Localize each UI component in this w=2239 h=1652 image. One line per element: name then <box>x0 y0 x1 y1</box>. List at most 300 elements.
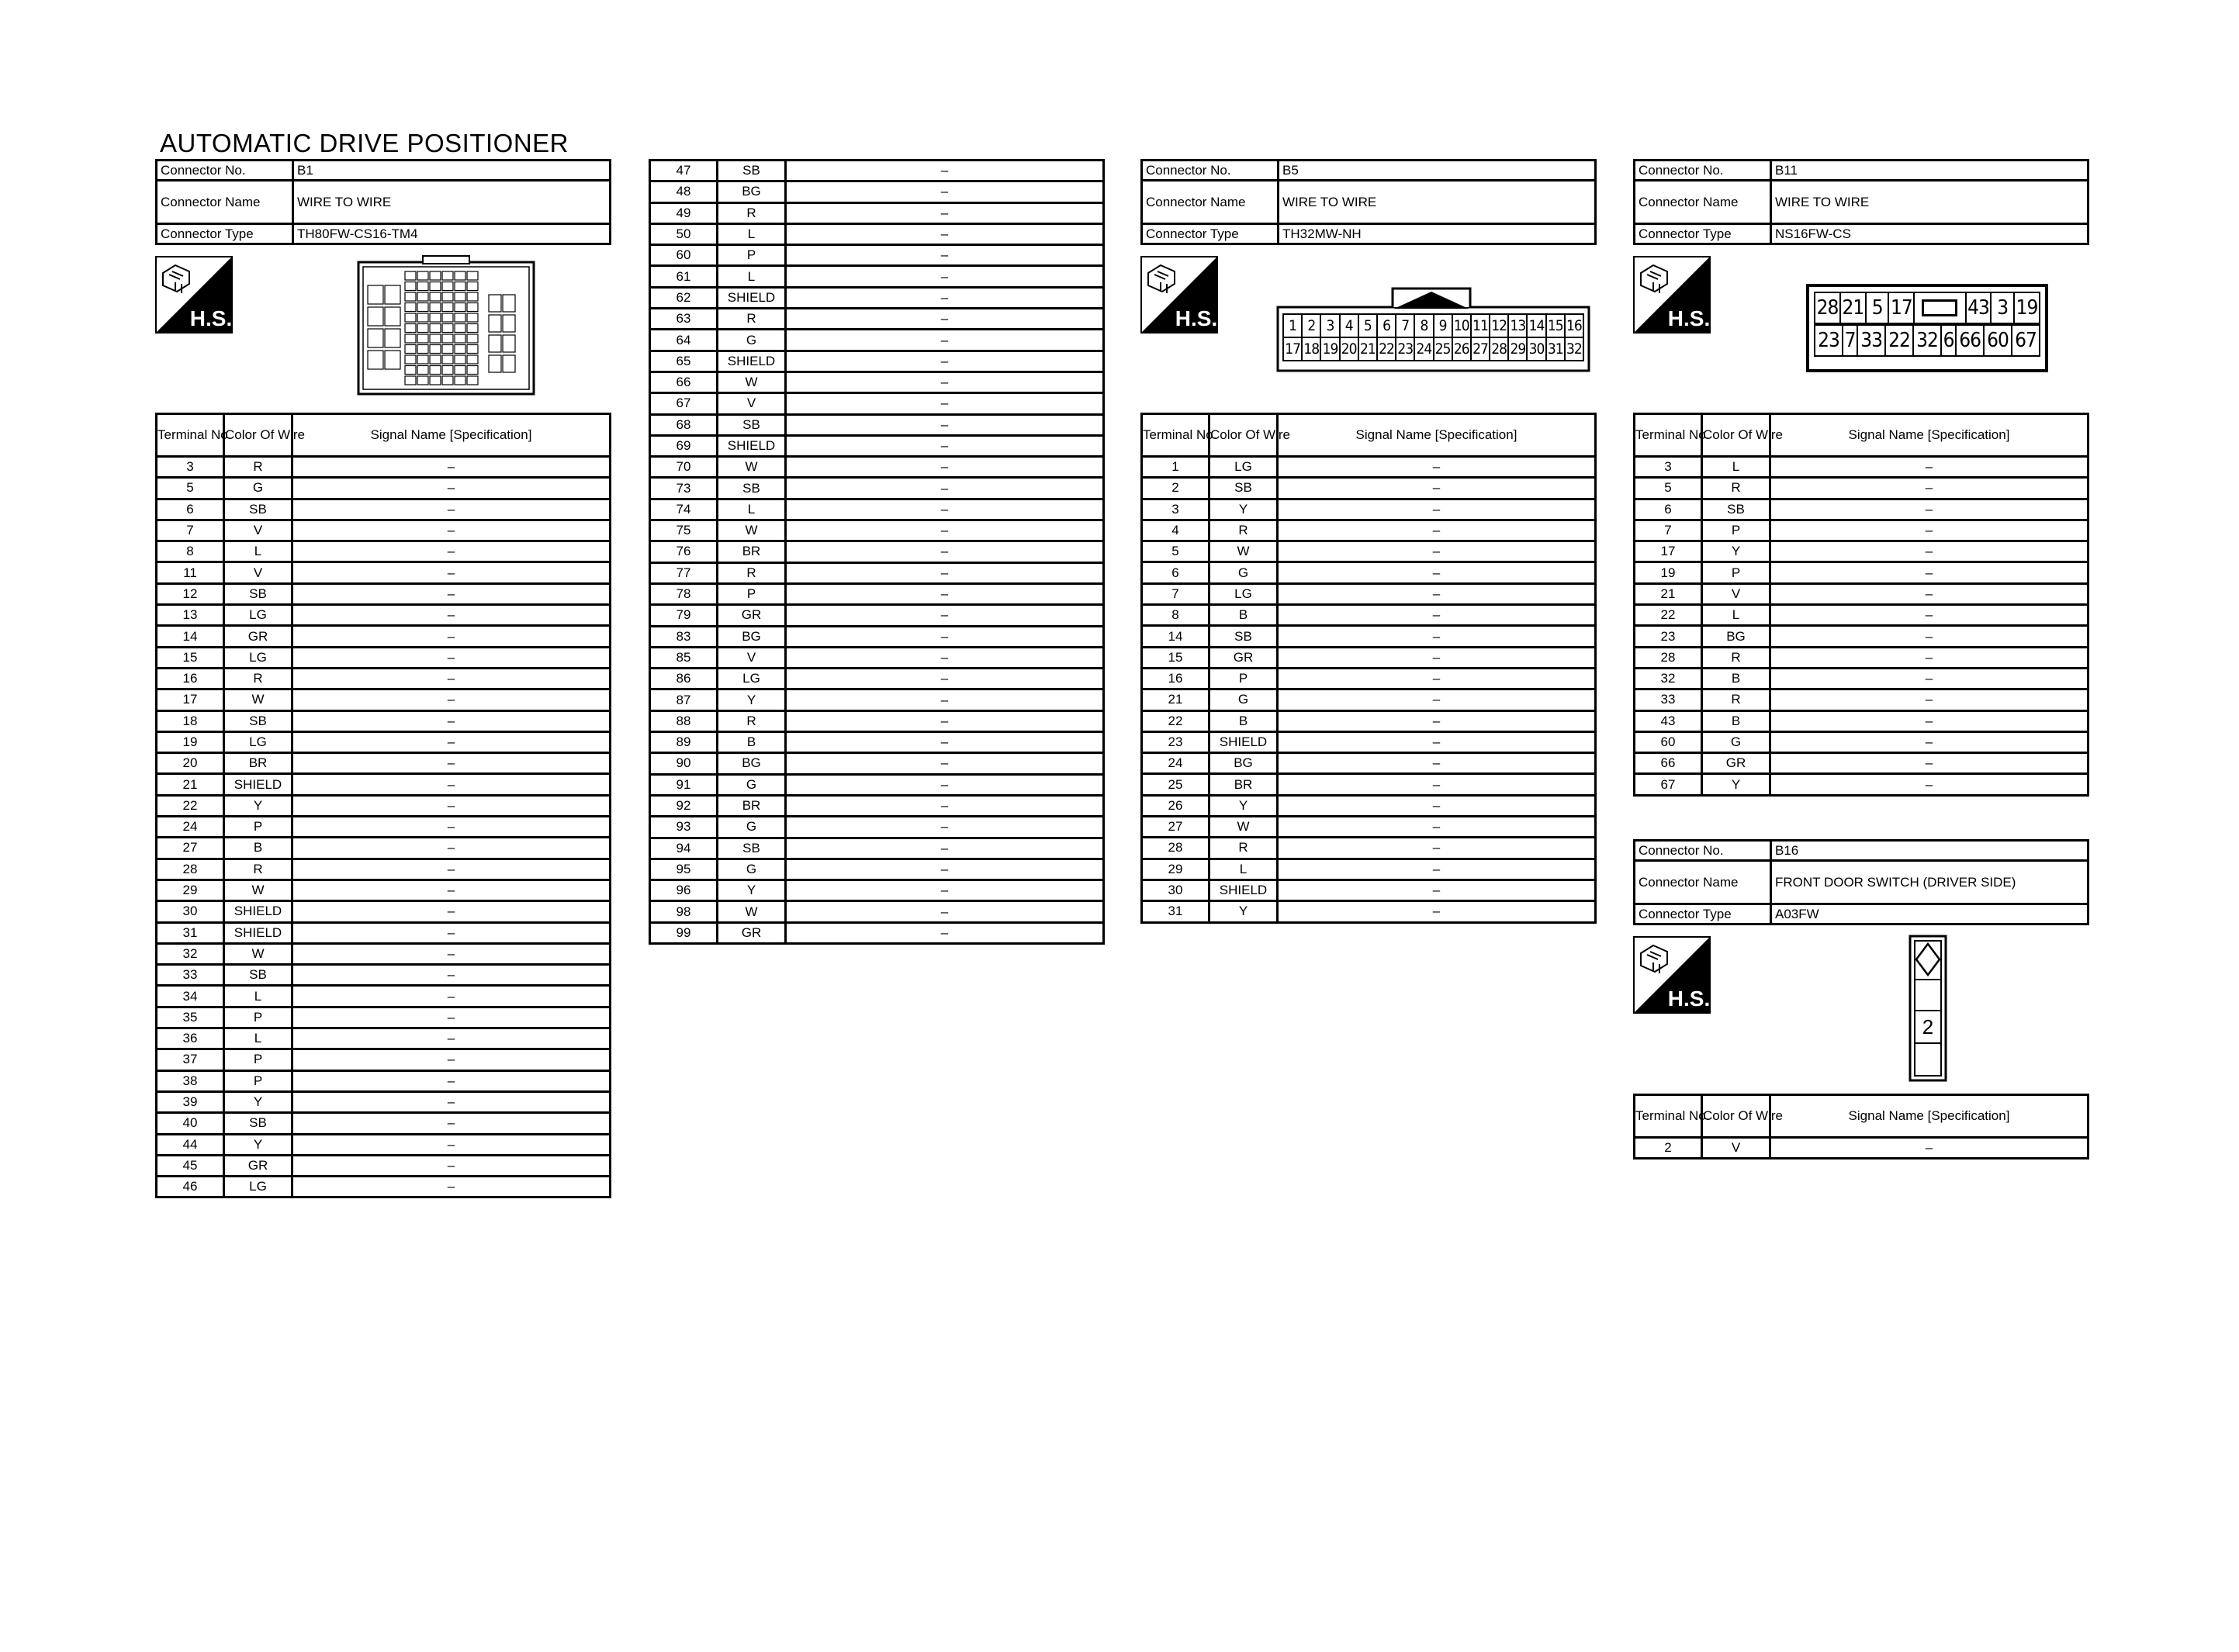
wire-color-cell: W <box>1209 541 1278 562</box>
wire-color-cell: SHIELD <box>224 901 292 922</box>
table-row <box>157 965 611 986</box>
wire-color-cell: Y <box>224 795 292 816</box>
table-row <box>1635 562 2088 583</box>
signal-name-cell: – <box>1278 689 1596 710</box>
wire-color-cell: G <box>718 817 786 838</box>
wire-color-cell: P <box>224 1049 292 1070</box>
table-row <box>650 202 1104 223</box>
table-row <box>650 583 1104 604</box>
wire-color-cell: SHIELD <box>718 351 786 372</box>
table-row <box>157 731 611 752</box>
pin-cell: 1 <box>1283 314 1302 337</box>
signal-name-cell: – <box>786 922 1104 943</box>
wire-color-cell: L <box>1702 605 1770 626</box>
table-row <box>650 817 1104 838</box>
table-row <box>650 541 1104 562</box>
wire-color-cell: G <box>1209 562 1278 583</box>
signal-name-cell: – <box>786 541 1104 562</box>
wire-color-cell: SHIELD <box>224 774 292 795</box>
terminal-no-cell: 16 <box>1142 668 1209 689</box>
terminal-no-cell: 76 <box>650 541 718 562</box>
terminal-no-cell: 7 <box>1142 583 1209 604</box>
terminal-no-cell: 78 <box>650 583 718 604</box>
wire-color-cell: L <box>718 223 786 244</box>
table-row <box>157 562 611 583</box>
wire-color-cell: V <box>718 393 786 414</box>
wire-color-cell: LG <box>224 605 292 626</box>
signal-name-cell: – <box>786 710 1104 731</box>
pin-cell: 22 <box>1377 337 1396 361</box>
wire-color-cell: P <box>224 1070 292 1091</box>
page-title: AUTOMATIC DRIVE POSITIONER <box>160 129 569 157</box>
signal-name-cell: – <box>292 626 611 647</box>
terminal-no-cell: 22 <box>157 795 224 816</box>
table-row <box>1635 731 2088 752</box>
signal-name-cell: – <box>1278 562 1596 583</box>
pin-cell: 43 <box>1966 292 1992 323</box>
signal-name-cell: – <box>1770 731 2088 752</box>
wire-color-cell: BG <box>1209 753 1278 774</box>
table-row <box>650 647 1104 668</box>
wire-color-cell: Y <box>718 880 786 901</box>
signal-name-cell: – <box>1770 541 2088 562</box>
signal-name-cell: – <box>1770 520 2088 541</box>
hs-icon <box>1140 256 1218 334</box>
signal-name-cell: – <box>292 1091 611 1112</box>
pin-cell: 32 <box>1565 337 1583 361</box>
terminal-no-cell: 19 <box>1635 562 1702 583</box>
pin-cell: 22 <box>1885 325 1913 356</box>
pin-cell: 14 <box>1527 314 1545 337</box>
wire-color-cell: BR <box>224 753 292 774</box>
signal-name-cell: – <box>786 457 1104 478</box>
table-row <box>1142 520 1596 541</box>
terminal-no-cell: 19 <box>157 731 224 752</box>
table-row <box>1142 605 1596 626</box>
wire-color-cell: SB <box>718 161 786 181</box>
pin-cell: 30 <box>1527 337 1545 361</box>
terminal-no-cell: 5 <box>157 478 224 499</box>
terminal-no-cell: 3 <box>1635 457 1702 478</box>
wire-color-cell: Y <box>1209 499 1278 520</box>
wire-color-cell: Y <box>224 1091 292 1112</box>
pin-cell: 3 <box>1320 314 1339 337</box>
wire-color-cell: BG <box>718 181 786 202</box>
signal-name-cell: – <box>292 731 611 752</box>
wire-color-cell: SB <box>224 499 292 520</box>
wire-color-cell: BG <box>718 753 786 774</box>
signal-name-cell: – <box>786 901 1104 922</box>
terminal-no-cell: 4 <box>1142 520 1209 541</box>
signal-name-cell: – <box>1770 710 2088 731</box>
wire-color-cell: V <box>1702 1138 1770 1159</box>
table-row <box>157 583 611 604</box>
table-row <box>650 223 1104 244</box>
terminal-no-cell: 61 <box>650 266 718 287</box>
terminal-no-cell: 63 <box>650 309 718 330</box>
wire-color-cell: R <box>718 710 786 731</box>
signal-name-cell: – <box>786 583 1104 604</box>
signal-name-cell: – <box>1278 880 1596 900</box>
signal-name-cell: – <box>1278 605 1596 626</box>
table-row <box>157 520 611 541</box>
wire-color-cell: W <box>1209 817 1278 838</box>
pin-cell: 20 <box>1340 337 1358 361</box>
table-row <box>1142 753 1596 774</box>
signal-name-cell: – <box>1278 583 1596 604</box>
signal-name-cell: – <box>292 689 611 710</box>
signal-name-header: Signal Name [Specification] <box>292 414 611 457</box>
table-row <box>650 795 1104 816</box>
terminal-no-cell: 90 <box>650 753 718 774</box>
table-row <box>1635 689 2088 710</box>
signal-name-cell: – <box>292 880 611 900</box>
terminal-no-cell: 38 <box>157 1070 224 1091</box>
pin-cell: 29 <box>1508 337 1527 361</box>
terminal-no-cell: 96 <box>650 880 718 901</box>
table-row <box>157 1091 611 1112</box>
hs-icon <box>1633 936 1711 1014</box>
wire-color-cell: W <box>224 689 292 710</box>
table-row <box>650 499 1104 520</box>
connector-no-label: Connector No. <box>1142 161 1279 181</box>
terminal-no-cell: 60 <box>1635 731 1702 752</box>
signal-name-cell: – <box>1278 817 1596 838</box>
terminal-no-cell: 17 <box>1635 541 1702 562</box>
terminal-no-cell: 62 <box>650 287 718 308</box>
terminal-no-cell: 64 <box>650 330 718 351</box>
terminal-no-cell: 99 <box>650 922 718 943</box>
table-row <box>1635 499 2088 520</box>
wire-color-cell: L <box>1702 457 1770 478</box>
pin-cell: 18 <box>1302 337 1320 361</box>
signal-name-header: Signal Name [Specification] <box>1278 414 1596 457</box>
wire-color-cell: SHIELD <box>1209 880 1278 900</box>
signal-name-cell: – <box>292 583 611 604</box>
wire-color-cell: Y <box>224 1134 292 1155</box>
wire-color-cell: SB <box>718 838 786 859</box>
table-row <box>157 1028 611 1049</box>
terminal-table-b1-continued <box>649 159 1105 945</box>
terminal-no-cell: 65 <box>650 351 718 372</box>
signal-name-cell: – <box>292 562 611 583</box>
wire-color-cell: R <box>224 668 292 689</box>
pin-cell: 26 <box>1452 337 1471 361</box>
signal-name-cell: – <box>1278 647 1596 668</box>
table-row <box>157 668 611 689</box>
terminal-no-cell: 47 <box>650 161 718 181</box>
pin-cell: 4 <box>1340 314 1358 337</box>
terminal-no-cell: 22 <box>1142 710 1209 731</box>
pin-cell: 5 <box>1866 292 1889 323</box>
terminal-no-cell: 6 <box>1142 562 1209 583</box>
connector-name-value: WIRE TO WIRE <box>1771 181 2088 224</box>
terminal-no-cell: 92 <box>650 795 718 816</box>
connector-name-label: Connector Name <box>1142 181 1279 224</box>
signal-name-cell: – <box>292 1049 611 1070</box>
terminal-no-cell: 5 <box>1142 541 1209 562</box>
terminal-no-cell: 67 <box>650 393 718 414</box>
connector-name-value: WIRE TO WIRE <box>1279 181 1596 224</box>
pin-cell: 21 <box>1358 337 1377 361</box>
key-slot <box>1914 292 1965 323</box>
signal-name-cell: – <box>292 817 611 838</box>
table-row <box>1142 689 1596 710</box>
signal-name-cell: – <box>292 901 611 922</box>
table-row <box>650 689 1104 710</box>
pin-cell: 15 <box>1546 314 1565 337</box>
hs-icon <box>155 256 233 334</box>
table-row <box>650 732 1104 753</box>
terminal-table-b5 <box>1140 413 1597 924</box>
terminal-no-cell: 48 <box>650 181 718 202</box>
connector-face-b11 <box>1806 284 2048 372</box>
pin-cell: 23 <box>1815 325 1843 356</box>
terminal-no-cell: 89 <box>650 732 718 753</box>
wire-color-cell: LG <box>1209 583 1278 604</box>
table-row <box>650 520 1104 541</box>
signal-name-cell: – <box>1278 859 1596 880</box>
terminal-no-cell: 86 <box>650 669 718 689</box>
signal-name-cell: – <box>292 520 611 541</box>
table-row <box>650 605 1104 626</box>
signal-name-cell: – <box>292 1007 611 1028</box>
wire-color-cell: B <box>1702 668 1770 689</box>
wire-color-cell: G <box>718 330 786 351</box>
pin-cell: 31 <box>1546 337 1565 361</box>
signal-name-cell: – <box>1278 838 1596 859</box>
signal-name-cell: – <box>786 435 1104 456</box>
table-row <box>650 859 1104 880</box>
wire-color-cell: GR <box>224 1155 292 1176</box>
pin-cell: 24 <box>1414 337 1433 361</box>
signal-name-cell: – <box>292 1028 611 1049</box>
wire-color-cell: R <box>1209 838 1278 859</box>
terminal-no-cell: 75 <box>650 520 718 541</box>
pin-cell: 25 <box>1434 337 1452 361</box>
wire-color-cell: R <box>718 562 786 583</box>
table-row <box>1635 753 2088 774</box>
terminal-no-cell: 37 <box>157 1049 224 1070</box>
table-row <box>650 435 1104 456</box>
wire-color-cell: GR <box>1209 647 1278 668</box>
terminal-no-cell: 31 <box>1142 901 1209 922</box>
signal-name-cell: – <box>292 605 611 626</box>
wire-color-cell: G <box>1209 689 1278 710</box>
wire-color-cell: P <box>718 583 786 604</box>
terminal-no-cell: 79 <box>650 605 718 626</box>
terminal-no-cell: 24 <box>157 817 224 838</box>
wire-color-cell: V <box>718 647 786 668</box>
connector-no-value: B5 <box>1279 161 1596 181</box>
terminal-table-b16 <box>1633 1094 2089 1160</box>
wire-color-cell: SB <box>718 478 786 499</box>
pin-cell: 12 <box>1490 314 1508 337</box>
signal-name-cell: – <box>786 223 1104 244</box>
terminal-no-cell: 2 <box>1635 1138 1702 1159</box>
terminal-no-cell: 26 <box>1142 795 1209 816</box>
terminal-no-cell: 74 <box>650 499 718 520</box>
table-row <box>650 414 1104 435</box>
pin-cell: 5 <box>1358 314 1377 337</box>
table-row <box>157 986 611 1007</box>
table-row <box>1142 901 1596 922</box>
table-row <box>157 838 611 859</box>
table-row <box>157 1007 611 1028</box>
hs-label: H.S. <box>1667 987 1711 1011</box>
table-row <box>1635 457 2088 478</box>
signal-name-cell: – <box>1770 689 2088 710</box>
signal-name-cell: – <box>786 414 1104 435</box>
table-row <box>1635 668 2088 689</box>
terminal-no-cell: 29 <box>1142 859 1209 880</box>
signal-name-cell: – <box>786 499 1104 520</box>
signal-name-cell: – <box>786 774 1104 795</box>
wire-color-cell: SHIELD <box>718 435 786 456</box>
table-row <box>1635 605 2088 626</box>
table-row <box>1142 562 1596 583</box>
wire-color-cell: G <box>224 478 292 499</box>
pin-cell: 10 <box>1452 314 1471 337</box>
connector-type-label: Connector Type <box>1635 904 1771 924</box>
table-row <box>650 245 1104 266</box>
signal-name-cell: – <box>1770 774 2088 795</box>
wire-color-cell: P <box>1702 562 1770 583</box>
pin-cell: 6 <box>1941 325 1956 356</box>
table-row <box>650 880 1104 901</box>
connector-info-b11 <box>1633 159 2089 245</box>
pin-cell: 33 <box>1857 325 1885 356</box>
hs-label: H.S. <box>189 306 233 330</box>
terminal-no-cell: 21 <box>1142 689 1209 710</box>
table-row <box>1635 647 2088 668</box>
table-row <box>650 372 1104 392</box>
table-row <box>157 753 611 774</box>
wire-color-cell: SB <box>718 414 786 435</box>
connector-face-b16 <box>1909 935 1947 1082</box>
table-row <box>157 626 611 647</box>
wire-color-cell: BG <box>1702 626 1770 647</box>
table-row <box>157 1113 611 1134</box>
color-of-wire-header: Color Of Wire <box>1702 414 1770 457</box>
wire-color-cell: BG <box>718 626 786 647</box>
wire-color-cell: BR <box>1209 774 1278 795</box>
signal-name-cell: – <box>786 309 1104 330</box>
terminal-no-cell: 28 <box>157 859 224 880</box>
terminal-no-cell: 34 <box>157 986 224 1007</box>
signal-name-cell: – <box>292 753 611 774</box>
signal-name-cell: – <box>292 986 611 1007</box>
signal-name-cell: – <box>292 795 611 816</box>
signal-name-cell: – <box>1278 710 1596 731</box>
table-row <box>650 393 1104 414</box>
wire-color-cell: Y <box>1209 795 1278 816</box>
terminal-no-cell: 95 <box>650 859 718 880</box>
terminal-no-cell: 28 <box>1635 647 1702 668</box>
signal-name-cell: – <box>292 965 611 986</box>
terminal-no-cell: 83 <box>650 626 718 647</box>
terminal-no-cell: 88 <box>650 710 718 731</box>
terminal-no-cell: 20 <box>157 753 224 774</box>
wire-color-cell: W <box>224 880 292 900</box>
wire-color-cell: Y <box>1209 901 1278 922</box>
signal-name-cell: – <box>1770 753 2088 774</box>
pin-cell: 8 <box>1414 314 1433 337</box>
signal-name-header: Signal Name [Specification] <box>1770 1095 2088 1138</box>
pin-cell: 11 <box>1471 314 1490 337</box>
wire-color-cell: SB <box>224 1113 292 1134</box>
signal-name-cell: – <box>1278 901 1596 922</box>
terminal-no-cell: 16 <box>157 668 224 689</box>
signal-name-cell: – <box>786 838 1104 859</box>
signal-name-header: Signal Name [Specification] <box>1770 414 2088 457</box>
table-row <box>1142 838 1596 859</box>
table-row <box>157 1070 611 1091</box>
table-row <box>1142 774 1596 795</box>
terminal-no-cell: 12 <box>157 583 224 604</box>
terminal-no-cell: 22 <box>1635 605 1702 626</box>
pin-cell: 60 <box>1984 325 2012 356</box>
pin-cell: 28 <box>1815 292 1840 323</box>
signal-name-cell: – <box>786 245 1104 266</box>
table-row <box>157 647 611 668</box>
signal-name-cell: – <box>1770 457 2088 478</box>
terminal-no-cell: 98 <box>650 901 718 922</box>
connector-type-label: Connector Type <box>157 224 293 244</box>
pin-cell: 17 <box>1888 292 1914 323</box>
terminal-no-cell: 33 <box>157 965 224 986</box>
terminal-no-cell: 67 <box>1635 774 1702 795</box>
pin-cell: 17 <box>1283 337 1302 361</box>
terminal-table-b11 <box>1633 413 2089 797</box>
terminal-no-cell: 33 <box>1635 689 1702 710</box>
signal-name-cell: – <box>292 859 611 880</box>
terminal-no-cell: 7 <box>1635 520 1702 541</box>
connector-type-value: TH80FW-CS16-TM4 <box>293 224 611 244</box>
wire-color-cell: LG <box>1209 457 1278 478</box>
table-row <box>650 351 1104 372</box>
signal-name-cell: – <box>292 1155 611 1176</box>
table-row <box>650 626 1104 647</box>
wire-color-cell: GR <box>224 626 292 647</box>
table-row <box>157 1049 611 1070</box>
table-row <box>157 710 611 731</box>
wire-color-cell: V <box>224 562 292 583</box>
signal-name-cell: – <box>786 859 1104 880</box>
wire-color-cell: B <box>1209 710 1278 731</box>
terminal-no-cell: 15 <box>1142 647 1209 668</box>
wire-color-cell: P <box>1702 520 1770 541</box>
signal-name-cell: – <box>292 1070 611 1091</box>
color-of-wire-header: Color Of Wire <box>1702 1095 1770 1138</box>
signal-name-cell: – <box>292 478 611 499</box>
wire-color-cell: P <box>718 245 786 266</box>
terminal-no-cell: 32 <box>1635 668 1702 689</box>
terminal-no-cell: 25 <box>1142 774 1209 795</box>
pin-cell: 13 <box>1508 314 1527 337</box>
terminal-no-cell: 66 <box>1635 753 1702 774</box>
pin-cell: 28 <box>1490 337 1508 361</box>
connector-no-value: B1 <box>293 161 611 181</box>
pin-cell: 67 <box>2012 325 2040 356</box>
wire-color-cell: SHIELD <box>224 922 292 943</box>
signal-name-cell: – <box>1278 541 1596 562</box>
terminal-no-cell: 15 <box>157 647 224 668</box>
table-row <box>650 710 1104 731</box>
table-row <box>650 753 1104 774</box>
connector-no-label: Connector No. <box>157 161 293 181</box>
terminal-no-cell: 17 <box>157 689 224 710</box>
